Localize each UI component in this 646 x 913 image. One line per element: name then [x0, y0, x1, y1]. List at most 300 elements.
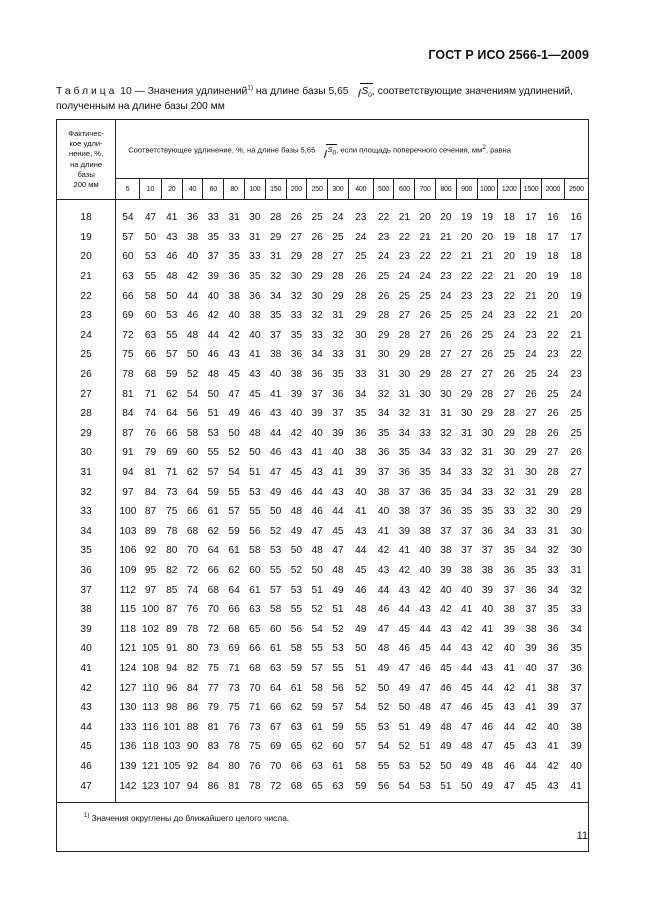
table-cell: 29	[311, 271, 323, 283]
first-header-line: Фактичес-	[68, 128, 104, 138]
table-cell: 27	[332, 251, 344, 263]
table-cell: 72	[269, 780, 282, 792]
table-row	[57, 561, 589, 581]
table-cell: 22	[564, 345, 588, 365]
table-row	[57, 600, 589, 620]
table-cell: 31	[564, 561, 588, 581]
table-cell: 33	[311, 329, 323, 341]
table-cell: 31	[481, 447, 494, 459]
table-cell: 50	[440, 760, 452, 772]
table-cell: 24	[564, 384, 588, 404]
table-cell: 55	[249, 506, 261, 518]
table-cell: 66	[228, 604, 240, 616]
row-elongation-value: 18	[57, 208, 116, 228]
caption-text-3: , соответствующие значениям удлинений, полученным на длине базы 200 мм	[56, 86, 573, 112]
table-cell: 49	[460, 760, 473, 772]
table-cell: 24	[398, 271, 411, 283]
table-cell: 40	[377, 506, 390, 518]
table-cell: 40	[547, 721, 559, 733]
table-cell: 49	[481, 780, 494, 792]
table-cell: 45	[355, 564, 367, 576]
table-cell: 25	[503, 349, 515, 361]
table-cell: 23	[564, 365, 588, 385]
area-header-cell: 1200	[498, 179, 521, 200]
row-elongation-value: 31	[57, 463, 116, 483]
caption-footnote-mark: 1)	[247, 84, 254, 92]
standard-header: ГОСТ Р ИСО 2566-1—2009	[428, 48, 589, 62]
table-cell: 21	[440, 231, 452, 243]
table-cell: 51	[249, 467, 261, 479]
elongation-table	[56, 119, 589, 852]
table-cell: 34	[398, 427, 411, 439]
table-row	[57, 228, 589, 248]
table-cell: 27	[547, 447, 559, 459]
table-cell: 32	[398, 408, 411, 420]
table-cell: 49	[290, 525, 303, 537]
table-cell: 48	[440, 721, 452, 733]
table-cell: 59	[290, 662, 303, 674]
area-header-cell: 500	[373, 179, 394, 200]
table-cell: 31	[398, 388, 411, 400]
table-cell: 23	[398, 251, 411, 263]
table-cell: 73	[249, 721, 261, 733]
table-cell: 34	[355, 388, 367, 400]
table-cell: 109	[119, 564, 137, 576]
table-cell: 52	[355, 682, 367, 694]
table-cell: 37	[377, 467, 390, 479]
table-cell: 39	[440, 564, 452, 576]
table-cell: 30	[311, 290, 323, 302]
table-cell: 139	[119, 760, 137, 772]
table-cell: 18	[564, 267, 588, 287]
table-cell: 58	[355, 760, 367, 772]
table-cell: 44	[398, 604, 411, 616]
area-span-header	[116, 120, 589, 179]
table-cell: 91	[166, 643, 178, 655]
table-cell: 36	[419, 486, 431, 498]
table-cell: 35	[228, 251, 240, 263]
area-header-cell: 10	[140, 179, 162, 200]
table-cell: 44	[332, 506, 344, 518]
table-cell: 31	[249, 231, 261, 243]
table-cell: 68	[186, 525, 199, 537]
table-cell: 23	[355, 212, 367, 224]
table-cell: 44	[269, 427, 282, 439]
table-cell: 18	[525, 231, 537, 243]
table-cell: 48	[249, 427, 261, 439]
table-cell: 26	[419, 310, 431, 322]
table-cell: 46	[419, 662, 431, 674]
sqrt-symbol	[352, 84, 372, 99]
table-cell: 36	[377, 447, 390, 459]
table-cell: 22	[419, 251, 431, 263]
span-header-part3: , равна	[485, 145, 511, 155]
table-cell: 35	[269, 310, 282, 322]
row-elongation-value: 23	[57, 306, 116, 326]
table-cell: 49	[440, 741, 452, 753]
table-cell: 52	[186, 369, 199, 381]
table-cell: 44	[503, 721, 515, 733]
table-cell: 40	[355, 486, 367, 498]
table-cell: 105	[142, 643, 159, 655]
table-cell: 66	[290, 760, 303, 772]
table-cell: 54	[398, 780, 411, 792]
table-cell: 35	[249, 271, 261, 283]
row-elongation-value: 26	[57, 365, 116, 385]
area-header-cell: 80	[224, 179, 245, 200]
table-cell: 19	[460, 212, 473, 224]
table-cell: 47	[398, 662, 411, 674]
table-cell: 78	[166, 525, 178, 537]
table-cell: 35	[503, 545, 515, 557]
table-cell: 52	[419, 760, 431, 772]
table-cell: 24	[332, 212, 344, 224]
table-cell: 53	[290, 584, 303, 596]
table-cell: 53	[332, 643, 344, 655]
table-cell: 63	[144, 329, 157, 341]
table-cell: 43	[440, 623, 452, 635]
table-cell: 21	[419, 231, 431, 243]
table-row	[57, 267, 589, 287]
table-cell: 30	[564, 522, 588, 542]
table-cell: 34	[564, 619, 588, 639]
table-cell: 105	[163, 760, 181, 772]
table-cell: 36	[290, 349, 303, 361]
table-cell: 30	[564, 541, 588, 561]
table-cell: 35	[207, 231, 219, 243]
table-cell: 49	[355, 623, 367, 635]
row-elongation-value: 35	[57, 541, 116, 561]
table-cell: 22	[440, 251, 452, 263]
table-cell: 42	[207, 310, 219, 322]
table-cell: 121	[119, 643, 137, 655]
table-cell: 30	[440, 388, 452, 400]
table-cell: 71	[249, 702, 261, 714]
area-header-cell: 60	[203, 179, 224, 200]
table-cell: 35	[355, 408, 367, 420]
table-cell: 82	[186, 662, 199, 674]
table-cell: 30	[525, 467, 537, 479]
table-cell: 37	[460, 545, 473, 557]
table-row	[57, 326, 589, 346]
table-cell: 18	[503, 212, 515, 224]
span-sqrt-symbol	[318, 145, 337, 157]
table-cell: 29	[377, 329, 390, 341]
table-cell: 62	[228, 564, 240, 576]
table-cell: 28	[355, 290, 367, 302]
table-cell: 43	[269, 408, 282, 420]
table-cell: 55	[207, 447, 219, 459]
table-cell: 45	[419, 643, 431, 655]
table-cell: 38	[419, 525, 431, 537]
table-cell: 33	[564, 600, 588, 620]
table-cell: 37	[547, 662, 559, 674]
table-cell: 83	[207, 741, 219, 753]
table-row	[57, 404, 589, 424]
table-cell: 42	[481, 643, 494, 655]
table-cell: 31	[547, 525, 559, 537]
row-elongation-value: 40	[57, 639, 116, 659]
table-cell: 43	[290, 447, 303, 459]
table-cell: 50	[166, 290, 178, 302]
table-cell: 26	[440, 329, 452, 341]
table-cell: 53	[419, 780, 431, 792]
table-cell: 68	[290, 780, 303, 792]
table-cell: 81	[122, 388, 134, 400]
table-cell: 39	[311, 408, 323, 420]
table-cell: 31	[460, 427, 473, 439]
table-cell: 33	[481, 486, 494, 498]
table-cell: 47	[332, 545, 344, 557]
table-row	[57, 502, 589, 522]
table-cell: 63	[269, 662, 282, 674]
table-cell: 107	[163, 780, 181, 792]
table-cell: 52	[332, 623, 344, 635]
table-cell: 58	[269, 604, 282, 616]
table-cell: 55	[228, 486, 240, 498]
table-cell: 66	[122, 290, 134, 302]
table-row	[57, 208, 589, 228]
area-header-cell: 5	[116, 179, 140, 200]
table-cell: 70	[269, 760, 282, 772]
table-cell: 21	[460, 251, 473, 263]
table-cell: 37	[503, 584, 515, 596]
table-cell: 50	[460, 780, 473, 792]
table-cell: 33	[249, 251, 261, 263]
table-cell: 118	[142, 741, 159, 753]
row-elongation-value: 36	[57, 561, 116, 581]
table-cell: 35	[290, 329, 303, 341]
table-cell: 55	[355, 721, 367, 733]
table-cell: 32	[290, 290, 303, 302]
table-cell: 44	[525, 760, 537, 772]
table-cell: 20	[547, 290, 559, 302]
table-cell: 70	[249, 682, 261, 694]
table-cell: 49	[398, 682, 411, 694]
table-cell: 41	[355, 506, 367, 518]
area-header-cell: 150	[265, 179, 286, 200]
table-cell: 38	[440, 545, 452, 557]
table-cell: 45	[503, 741, 515, 753]
row-elongation-value: 19	[57, 228, 116, 248]
table-cell: 37	[564, 678, 588, 698]
table-cell: 121	[142, 760, 159, 772]
table-cell: 45	[525, 780, 537, 792]
table-cell: 46	[377, 604, 390, 616]
table-cell: 32	[269, 271, 282, 283]
table-cell: 29	[269, 231, 282, 243]
table-cell: 53	[207, 427, 219, 439]
first-header-line: кое удли-	[69, 139, 103, 149]
table-cell: 33	[460, 467, 473, 479]
table-cell: 41	[481, 623, 494, 635]
page-number: 11	[576, 830, 588, 842]
table-cell: 29	[503, 427, 515, 439]
table-cell: 25	[564, 424, 588, 444]
table-cell: 24	[377, 251, 390, 263]
table-cell: 97	[122, 486, 134, 498]
table-cell: 51	[398, 721, 411, 733]
table-cell: 73	[228, 682, 240, 694]
table-cell: 78	[186, 623, 199, 635]
table-cell: 28	[564, 482, 588, 502]
table-cell: 28	[332, 271, 344, 283]
row-elongation-value: 24	[57, 326, 116, 346]
row-elongation-value: 37	[57, 580, 116, 600]
spacer-row	[57, 200, 589, 209]
area-header-cell: 400	[348, 179, 373, 200]
table-cell: 38	[186, 231, 199, 243]
area-header-cell: 2000	[541, 179, 564, 200]
table-cell: 32	[564, 580, 588, 600]
table-cell: 21	[503, 271, 515, 283]
table-cell: 51	[440, 780, 452, 792]
table-cell: 21	[525, 290, 537, 302]
table-cell: 17	[564, 228, 588, 248]
table-cell: 71	[144, 388, 157, 400]
table-cell: 24	[481, 310, 494, 322]
row-elongation-value: 44	[57, 717, 116, 737]
table-cell: 48	[481, 760, 494, 772]
table-cell: 74	[144, 408, 157, 420]
table-cell: 66	[144, 349, 157, 361]
table-cell: 87	[144, 506, 157, 518]
table-cell: 41	[503, 662, 515, 674]
table-cell: 45	[481, 702, 494, 714]
row-elongation-value: 30	[57, 443, 116, 463]
table-cell: 42	[377, 545, 390, 557]
table-cell: 50	[228, 427, 240, 439]
table-cell: 36	[398, 467, 411, 479]
table-cell: 113	[142, 702, 159, 714]
table-cell: 35	[377, 427, 390, 439]
area-header-cell: 800	[436, 179, 457, 200]
table-cell: 50	[311, 564, 323, 576]
table-cell: 38	[481, 564, 494, 576]
table-cell: 37	[481, 545, 494, 557]
table-cell: 75	[207, 662, 219, 674]
table-cell: 32	[332, 329, 344, 341]
table-cell: 23	[525, 329, 537, 341]
table-cell: 46	[249, 408, 261, 420]
table-cell: 43	[166, 231, 178, 243]
table-cell: 46	[440, 682, 452, 694]
table-cell: 97	[144, 584, 157, 596]
table-cell: 40	[332, 447, 344, 459]
caption-s: S	[361, 86, 369, 97]
table-cell: 19	[503, 231, 515, 243]
area-header-cell: 1000	[477, 179, 498, 200]
table-cell: 37	[332, 408, 344, 420]
table-cell: 21	[398, 212, 411, 224]
table-cell: 81	[144, 467, 157, 479]
table-cell: 38	[525, 623, 537, 635]
table-cell: 59	[228, 525, 240, 537]
table-cell: 61	[269, 643, 282, 655]
table-cell: 28	[311, 251, 323, 263]
table-cell: 136	[119, 741, 137, 753]
footnote-mark: 1)	[84, 813, 90, 820]
row-elongation-value: 28	[57, 404, 116, 424]
footnote-cell	[57, 802, 589, 851]
table-cell: 34	[547, 584, 559, 596]
caption-text-1: 10 — Значения удлинений	[117, 86, 248, 97]
row-elongation-value: 34	[57, 522, 116, 542]
table-cell: 59	[207, 486, 219, 498]
row-elongation-value: 43	[57, 698, 116, 718]
table-cell: 46	[503, 760, 515, 772]
table-cell: 52	[311, 604, 323, 616]
table-row	[57, 698, 589, 718]
table-cell: 58	[186, 427, 199, 439]
area-header-cell: 20	[161, 179, 182, 200]
table-cell: 37	[311, 388, 323, 400]
table-cell: 24	[547, 369, 559, 381]
table-cell: 53	[377, 721, 390, 733]
table-cell: 82	[166, 564, 178, 576]
table-cell: 38	[269, 349, 282, 361]
table-row	[57, 541, 589, 561]
table-cell: 40	[249, 329, 261, 341]
table-cell: 50	[398, 702, 411, 714]
table-cell: 63	[311, 760, 323, 772]
table-cell: 42	[547, 760, 559, 772]
table-cell: 33	[503, 506, 515, 518]
table-cell: 20	[525, 271, 537, 283]
table-cell: 27	[419, 329, 431, 341]
table-cell: 49	[332, 584, 344, 596]
table-cell: 40	[419, 545, 431, 557]
table-cell: 24	[355, 231, 367, 243]
footnote-text: Значения округлены до ближайшего целого числа.	[89, 812, 290, 823]
table-cell: 39	[503, 623, 515, 635]
table-cell: 66	[207, 564, 219, 576]
table-cell: 37	[398, 486, 411, 498]
table-cell: 41	[525, 702, 537, 714]
table-cell: 36	[186, 212, 199, 224]
span-header-part2: , если площадь поперечного сечения, мм	[336, 145, 483, 155]
table-cell: 92	[186, 760, 199, 772]
table-cell: 41	[166, 212, 178, 224]
table-cell: 52	[398, 741, 411, 753]
table-cell: 18	[547, 251, 559, 263]
table-cell: 28	[398, 329, 411, 341]
table-cell: 39	[355, 467, 367, 479]
table-cell: 79	[207, 702, 219, 714]
table-cell: 35	[481, 506, 494, 518]
table-cell: 31	[503, 467, 515, 479]
table-cell: 35	[419, 467, 431, 479]
table-cell: 26	[460, 329, 473, 341]
table-cell: 47	[269, 467, 282, 479]
table-cell: 80	[186, 643, 199, 655]
table-cell: 44	[207, 329, 219, 341]
table-cell: 39	[207, 271, 219, 283]
table-cell: 36	[481, 525, 494, 537]
table-cell: 46	[398, 643, 411, 655]
table-cell: 27	[481, 369, 494, 381]
table-row	[57, 443, 589, 463]
table-cell: 39	[332, 427, 344, 439]
table-cell: 44	[440, 643, 452, 655]
table-cell: 46	[269, 447, 282, 459]
table-cell: 26	[564, 443, 588, 463]
table-cell: 31	[355, 349, 367, 361]
table-cell: 32	[547, 545, 559, 557]
area-header-row	[57, 179, 589, 200]
table-cell: 40	[290, 408, 303, 420]
table-cell: 59	[332, 721, 344, 733]
